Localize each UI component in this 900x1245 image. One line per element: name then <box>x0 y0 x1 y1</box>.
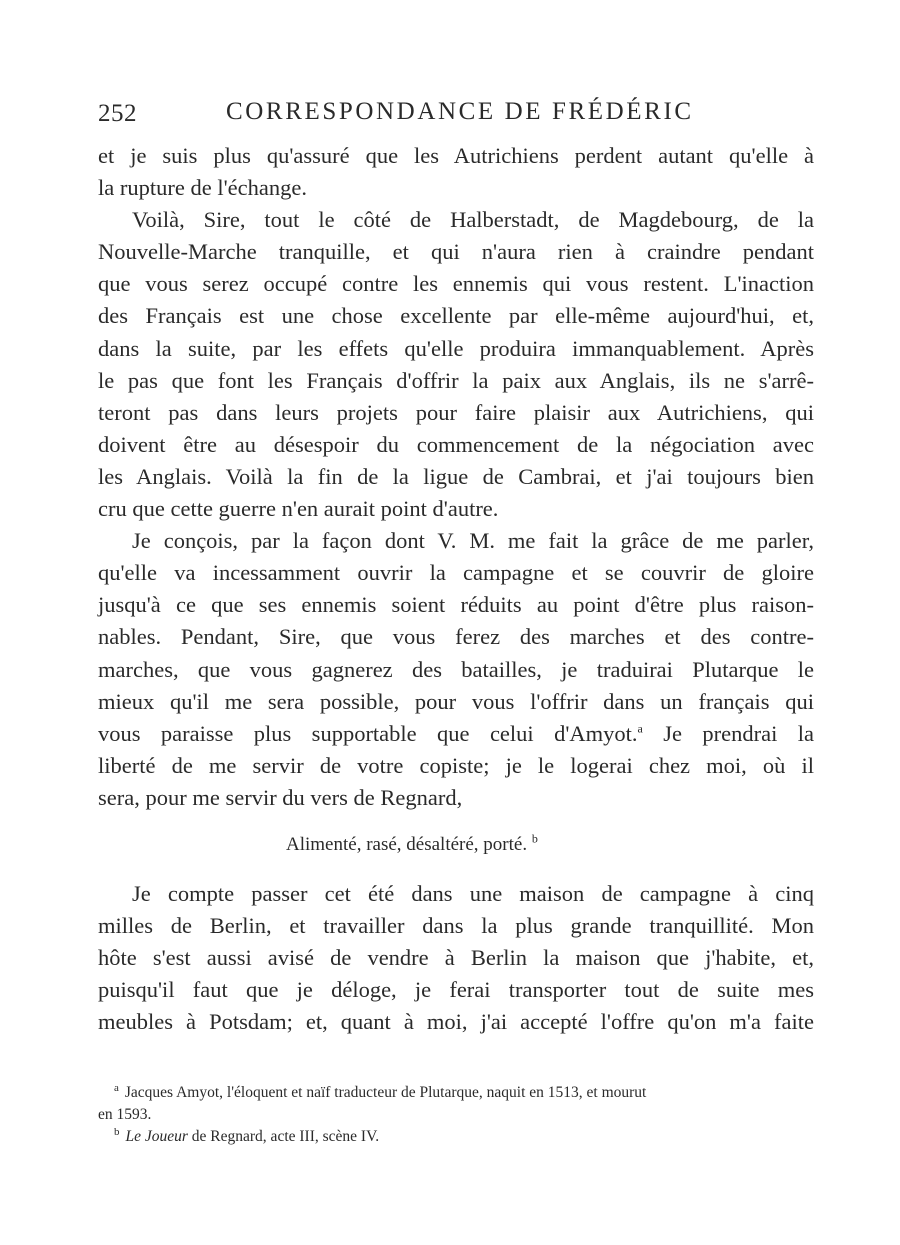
text-line: Je conçois, par la façon dont V. M. me fait la grâce de me parler, <box>132 528 814 554</box>
text-line: teront pas dans leurs projets pour faire plaisir aux Autrichiens, qui <box>98 399 814 425</box>
text-line: hôte s'est aussi avisé de vendre à Berlin la maison que j'habite, et, <box>98 945 814 971</box>
footnote-b-title: Le Joueur <box>125 1128 188 1145</box>
text-line: marches, que vous gagnerez des batailles, je traduirai Plutarque le <box>98 656 814 682</box>
footnote-mark-a: a <box>114 1081 119 1094</box>
footnote-a <box>98 1082 814 1104</box>
page-number: 252 <box>98 100 137 127</box>
running-title: CORRESPONDANCE DE FRÉDÉRIC <box>226 98 694 125</box>
text-line: sera, pour me servir du vers de Regnard, <box>98 784 463 810</box>
footnote-b <box>98 1126 814 1148</box>
text-line: Je compte passer cet été dans une maison de campagne à cinq <box>132 881 814 907</box>
text-line: cru que cette guerre n'en aurait point d'autre. <box>98 496 499 522</box>
paragraph-2 <box>98 204 814 525</box>
text-line-with-footnote-ref <box>98 718 814 750</box>
paragraph-3 <box>98 525 814 814</box>
text-line: doivent être au désespoir du commencement de la négociation avec <box>98 431 814 457</box>
text-line: Voilà, Sire, tout le côté de Halberstadt, de Magdebourg, de la <box>132 207 814 233</box>
text-line: puisqu'il faut que je déloge, je ferai transporter tout de suite mes <box>98 977 814 1003</box>
text-line: dans la suite, par les effets qu'elle produira immanquablement. Après <box>98 335 814 361</box>
footnote-a-text: Jacques Amyot, l'éloquent et naïf traducteur de Plutarque, naquit en 1513, et mourut <box>124 1084 647 1101</box>
footnote-ref-a[interactable]: a <box>637 721 643 736</box>
text-segment: Je prendrai la <box>642 720 814 746</box>
text-line: et je suis plus qu'assuré que les Autrichiens perdent autant qu'elle à <box>98 143 814 168</box>
paragraph-4 <box>98 878 814 1038</box>
footnote-b-text: de Regnard, acte III, scène IV. <box>187 1128 380 1145</box>
verse-quote <box>98 829 814 861</box>
footnotes <box>98 1082 814 1148</box>
text-line: les Anglais. Voilà la fin de la ligue de Cambrai, et j'ai toujours bien <box>98 463 814 489</box>
paragraph-1 <box>98 140 814 204</box>
text-line: que vous serez occupé contre les ennemis qui vous restent. L'inaction <box>98 271 814 297</box>
text-line: jusqu'à ce que ses ennemis soient réduits au point d'être plus raison- <box>98 592 814 618</box>
text-line: des Français est une chose excellente par elle-même aujourd'hui, et, <box>98 303 814 329</box>
quote-text: Alimenté, rasé, désaltéré, porté. <box>286 833 528 855</box>
footnote-ref-b[interactable]: b <box>531 831 538 846</box>
text-segment: vous paraisse plus supportable que celui d'Amyot. <box>98 720 638 746</box>
text-line: Nouvelle-Marche tranquille, et qui n'aura rien à craindre pendant <box>98 239 814 265</box>
footnote-a-continuation: en 1593. <box>98 1106 152 1123</box>
text-line: la rupture de l'échange. <box>98 175 307 201</box>
text-line: meubles à Potsdam; et, quant à moi, j'ai accepté l'offre qu'on m'a faite <box>98 1009 814 1035</box>
body-text <box>98 140 814 1039</box>
text-line: le pas que font les Français d'offrir la paix aux Anglais, ils ne s'arrê- <box>98 367 814 393</box>
text-line: milles de Berlin, et travailler dans la plus grande tranquillité. Mon <box>98 913 814 939</box>
page-header <box>98 98 814 132</box>
text-line: qu'elle va incessamment ouvrir la campagne et se couvrir de gloire <box>98 560 814 586</box>
text-line: mieux qu'il me sera possible, pour vous l'offrir dans un français qui <box>98 688 814 714</box>
text-line: liberté de me servir de votre copiste; je le logerai chez moi, où il <box>98 752 814 778</box>
text-line: nables. Pendant, Sire, que vous ferez des marches et des contre- <box>98 624 814 650</box>
footnote-mark-b: b <box>114 1125 120 1138</box>
